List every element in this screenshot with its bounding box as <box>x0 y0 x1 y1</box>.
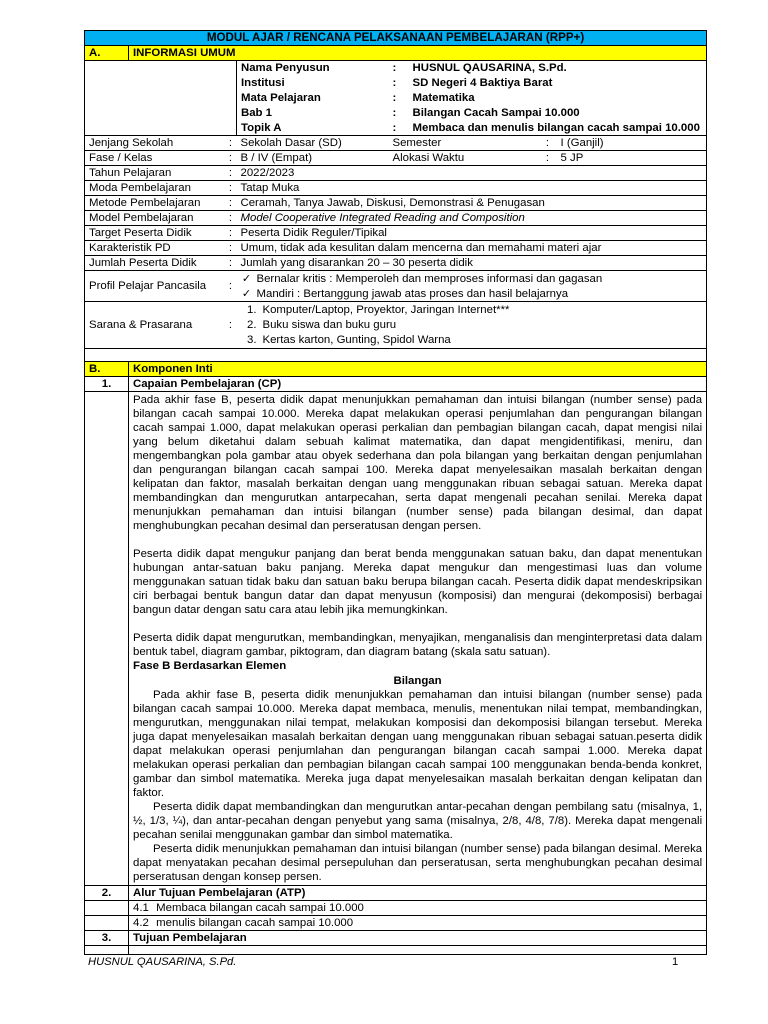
profil-item: ✓ Bernalar kritis : Memperoleh dan memproses informasi dan gagasan <box>237 271 703 286</box>
sarana-colon: : <box>225 302 237 349</box>
row-target <box>85 226 707 241</box>
model-colon: : <box>225 211 237 226</box>
footer-page-number: 1 <box>672 956 679 968</box>
footer-author: HUSNUL QAUSARINA, S.Pd. <box>88 956 237 968</box>
semester-label: Semester <box>389 136 539 151</box>
cp-title: Capaian Pembelajaran (CP) <box>129 377 707 392</box>
row-jenjang <box>85 136 707 151</box>
jumlah-colon: : <box>225 256 237 271</box>
moda-colon: : <box>225 181 237 196</box>
fase-value: B / IV (Empat) <box>237 151 389 166</box>
sarana-item: 2. Buku siswa dan buku guru <box>247 319 397 331</box>
checkmark-icon: ✓ <box>241 287 252 300</box>
atp-number: 2. <box>85 886 129 901</box>
cp-subheading: Fase B Berdasarkan Elemen <box>133 660 287 672</box>
tahun-colon: : <box>225 166 237 181</box>
fase-colon: : <box>225 151 237 166</box>
target-label: Target Peserta Didik <box>85 226 225 241</box>
jenjang-colon: : <box>225 136 237 151</box>
row-moda <box>85 181 707 196</box>
section-b-label: Komponen Inti <box>129 362 707 377</box>
model-value: Model Cooperative Integrated Reading and Composition <box>237 211 707 226</box>
cp-number: 1. <box>85 377 129 392</box>
identity-row-topic <box>85 121 707 136</box>
cp-header <box>85 377 707 392</box>
profil-label: Profil Pelajar Pancasila <box>85 271 225 302</box>
document-title: MODUL AJAR / RENCANA PELAKSANAAN PEMBELAJARAN (RPP+) <box>85 31 707 46</box>
semester-colon: : <box>539 136 557 151</box>
cp-body <box>85 392 707 886</box>
author-label: Nama Penyusun <box>237 61 389 76</box>
cp-paragraph: Pada akhir fase B, peserta didik dapat menunjukkan pemahaman dan intuisi bilangan (number sense) pada bilangan cacah sampai 10.000. Mereka dapat melakukan operasi penjumlahan dan pengurangan bilangan cacah sampai 1.000, dapat melakukan operasi perkalian dan pembagian bilangan cacah, dapat mengisi nilai yang belum diketahui dalam sebuah kalimat matematika, dan dapat mengidentifikasi, meniru, dan mengembangkan pola gambar atau obyek sederhana dan pola bilangan yang berkaitan dengan penjumlahan dan pengurangan bilangan cacah sampai 100. Mereka dapat menyelesaikan masalah berkaitan dengan kelipatan dan faktor, masalah berkaitan dengan uang menggunakan ribuan sebagai satuan. Mereka dapat membandingkan dan mengurutkan antarpecahan, serta dapat mengenali pecahan senilai. Mereka dapat menunjukkan pemahaman dan intuisi bilangan (number sense) pada bilangan desimal, dan dapat menghubungkan pecahan desimal dan perseratusan dengan persen. <box>133 394 703 532</box>
row-fase <box>85 151 707 166</box>
metode-value: Ceramah, Tanya Jawab, Diskusi, Demonstrasi & Penugasan <box>237 196 707 211</box>
section-b-letter: B. <box>85 362 129 377</box>
row-metode <box>85 196 707 211</box>
document-page <box>84 30 706 955</box>
semester-value: I (Ganjil) <box>557 136 707 151</box>
row-karakteristik <box>85 241 707 256</box>
atp-item <box>85 901 707 916</box>
sarana-item: 1. Komputer/Laptop, Proyektor, Jaringan Internet*** <box>247 304 510 316</box>
chapter-label: Bab 1 <box>241 107 273 119</box>
institution-value: : SD Negeri 4 Baktiya Barat <box>389 76 707 91</box>
model-label: Model Pembelajaran <box>85 211 225 226</box>
jumlah-value: Jumlah yang disarankan 20 – 30 peserta didik <box>237 256 707 271</box>
section-b-header <box>85 362 707 377</box>
row-jumlah <box>85 256 707 271</box>
jenjang-label: Jenjang Sekolah <box>85 136 225 151</box>
alokasi-label: Alokasi Waktu <box>389 151 539 166</box>
tp-title: Tujuan Pembelajaran <box>129 931 707 946</box>
atp-item <box>85 916 707 931</box>
atp-title: Alur Tujuan Pembelajaran (ATP) <box>129 886 707 901</box>
sarana-label: Sarana & Prasarana <box>85 302 225 349</box>
author-value: : HUSNUL QAUSARINA, S.Pd. <box>389 61 707 76</box>
cp-paragraph: Pada akhir fase B, peserta didik menunjukkan pemahaman dan intuisi bilangan (number sense) pada bilangan cacah sampai 10.000. Mereka dapat membaca, menulis, menentukan nilai tempat, membandingkan, mengurutkan, menggunakan nilai tempat, melakukan komposisi dan dekomposisi bilangan tersebut. Mereka juga dapat menyelesaikan masalah berkaitan dengan uang menggunakan ribuan sebagai satuan.peserta didik dapat melakukan operasi penjumlahan dan pengurangan bilangan cacah sampai 1.000. Mereka dapat melakukan operasi perkalian dan pembagian bilangan cacah sampai 100 menggunakan benda-benda konkret, gambar dan simbol matematika. Mereka juga dapat menyelesaikan masalah berkaitan dengan kelipatan dan faktor. <box>133 689 703 799</box>
identity-row-chapter <box>85 106 707 121</box>
tp-header <box>85 931 707 946</box>
section-a-label: INFORMASI UMUM <box>129 46 707 61</box>
target-value: Peserta Didik Reguler/Tipikal <box>237 226 707 241</box>
alokasi-value: 5 JP <box>557 151 707 166</box>
row-model <box>85 211 707 226</box>
row-sarana <box>85 302 707 349</box>
subject-label: Mata Pelajaran <box>241 92 321 104</box>
profil-list <box>237 271 707 302</box>
cp-text <box>129 392 707 886</box>
cp-element-title: Bilangan <box>393 675 442 687</box>
row-tahun <box>85 166 707 181</box>
atp-item-text: 4.1 Membaca bilangan cacah sampai 10.000 <box>129 901 707 916</box>
tp-body <box>85 946 707 955</box>
metode-label: Metode Pembelajaran <box>85 196 225 211</box>
jumlah-label: Jumlah Peserta Didik <box>85 256 225 271</box>
alokasi-colon: : <box>539 151 557 166</box>
sarana-item: 3. Kertas karton, Gunting, Spidol Warna <box>247 334 451 346</box>
subject-value: : Matematika <box>389 91 707 106</box>
tp-number: 3. <box>85 931 129 946</box>
identity-row-institution <box>85 76 707 91</box>
row-profil <box>85 271 707 302</box>
profil-colon: : <box>225 271 237 302</box>
jenjang-value: Sekolah Dasar (SD) <box>237 136 389 151</box>
fase-label: Fase / Kelas <box>85 151 225 166</box>
checkmark-icon: ✓ <box>241 272 252 285</box>
tahun-value: 2022/2023 <box>237 166 707 181</box>
atp-item-text: 4.2 menulis bilangan cacah sampai 10.000 <box>129 916 707 931</box>
section-a-header <box>85 46 707 61</box>
atp-header <box>85 886 707 901</box>
chapter-value: : Bilangan Cacah Sampai 10.000 <box>389 106 707 121</box>
rpp-table <box>84 30 707 955</box>
profil-item: ✓ Mandiri : Bertanggung jawab atas proses dan hasil belajarnya <box>237 286 703 301</box>
sarana-list <box>237 302 707 349</box>
identity-row-subject <box>85 91 707 106</box>
moda-label: Moda Pembelajaran <box>85 181 225 196</box>
karakteristik-value: Umum, tidak ada kesulitan dalam mencerna dan memahami materi ajar <box>237 241 707 256</box>
cp-paragraph: Peserta didik dapat mengukur panjang dan berat benda menggunakan satuan baku, dan dapat menentukan hubungan antar-satuan baku panjang. Mereka dapat mengukur dan mengestimasi luas dan volume menggunakan satuan tidak baku dan satuan baku berupa bilangan cacah. Peserta didik dapat mendeskripsikan ciri berbagai bentuk bangun datar dan dapat menyusun (komposisi) dan mengurai (dekomposisi) berbagai bangun datar dengan satu cara atau lebih jika memungkinkan. <box>133 548 703 616</box>
identity-row-author <box>85 61 707 76</box>
institution-label: Institusi <box>241 77 285 89</box>
topic-label: Topik A <box>237 121 389 136</box>
karakteristik-label: Karakteristik PD <box>85 241 225 256</box>
cp-paragraph: Peserta didik dapat membandingkan dan mengurutkan antar-pecahan dengan pembilang satu (misalnya, 1, ½, 1/3, ¼), dan antar-pecahan dengan penyebut yang sama (misalnya, 2/8, 4/8, 7/8). Mereka dapat mengenali pecahan senilai menggunakan gambar dan simbol matematika. <box>133 801 703 841</box>
target-colon: : <box>225 226 237 241</box>
metode-colon: : <box>225 196 237 211</box>
karakteristik-colon: : <box>225 241 237 256</box>
section-a-letter: A. <box>85 46 129 61</box>
tahun-label: Tahun Pelajaran <box>85 166 225 181</box>
spacer-row <box>85 349 707 362</box>
cp-paragraph: Peserta didik menunjukkan pemahaman dan intuisi bilangan (number sense) pada bilangan desimal. Mereka dapat menyatakan pecahan desimal persepuluhan dan perseratusan, serta menghubungkan pecahan desimal perseratusan dengan konsep persen. <box>133 843 703 883</box>
cp-paragraph: Peserta didik dapat mengurutkan, membandingkan, menyajikan, menganalisis dan menginterpretasi data dalam bentuk tabel, diagram gambar, piktogram, dan diagram batang (skala satu satuan). <box>133 632 703 658</box>
topic-value: : Membaca dan menulis bilangan cacah sampai 10.000 <box>389 121 707 136</box>
moda-value: Tatap Muka <box>237 181 707 196</box>
